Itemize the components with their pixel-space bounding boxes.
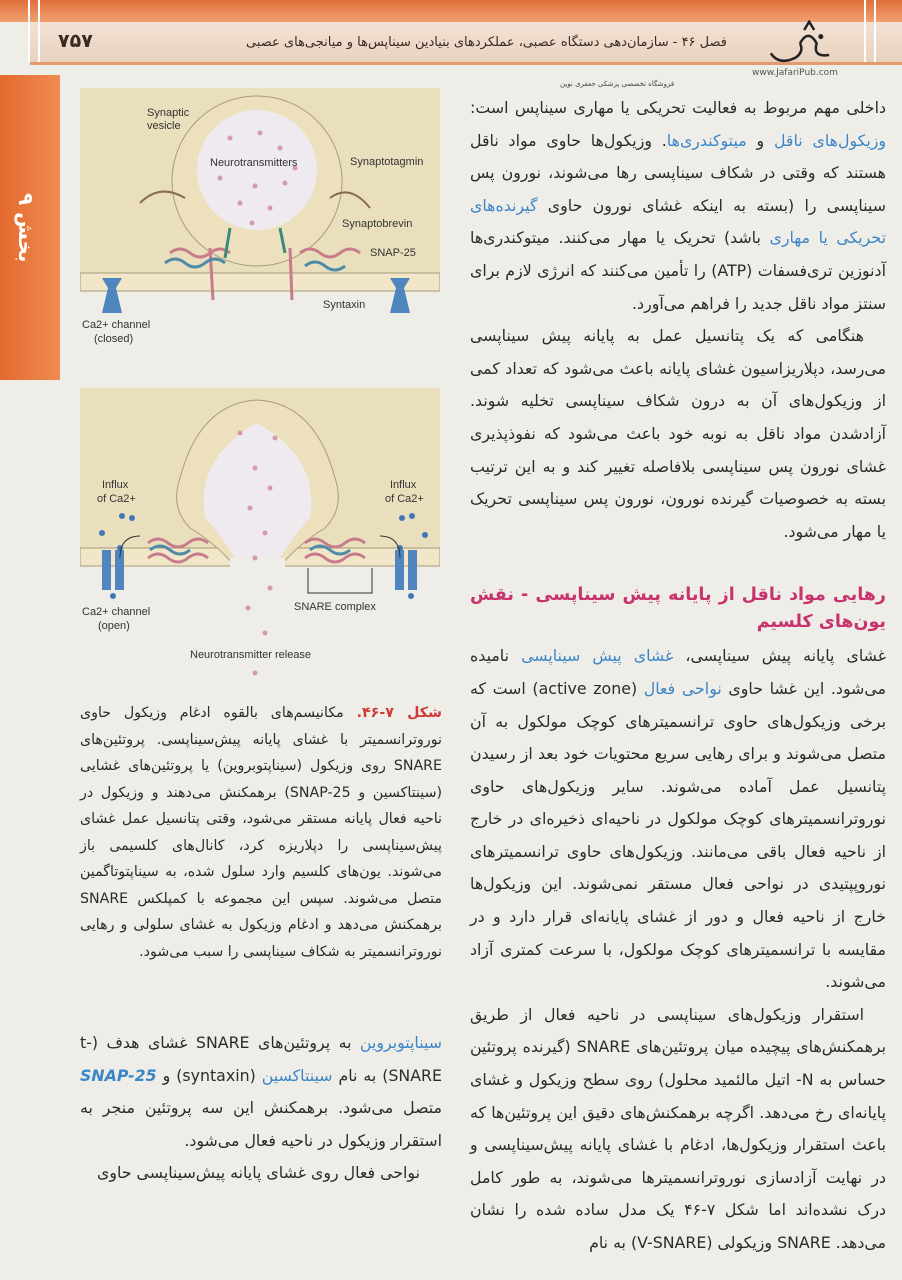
- publisher-logo-icon: [745, 20, 855, 70]
- section-tab: [0, 75, 60, 380]
- label-influx-left: Influx: [102, 479, 129, 491]
- snare-figure: [80, 88, 440, 688]
- label-synaptotagmin: Synaptotagmin: [350, 156, 424, 168]
- label-neurotransmitter-release: Neurotransmitter release: [190, 649, 312, 661]
- paragraph: [80, 1027, 442, 1157]
- text: و: [746, 130, 774, 150]
- term-link: گیرنده‌های تحریکی یا مهاری: [470, 195, 886, 248]
- header-divider: [28, 0, 40, 62]
- page-number: ۷۵۷: [58, 30, 93, 52]
- caption-text: مکانیسم‌های بالقوه ادغام وزیکول حاوی نوروترانسمیتر با غشای پایانه پیش‌سیناپسی. پروتئین‌های SNARE روی وزیکول (سیناپتوبروین) یا پروتئین‌های غشایی (سینتاکسین و SNAP-25) برهمکنش می‌دهند و وزیکول در ناحیه فعال پایانه مستقر می‌شود، وقتی پتانسیل عمل غشای پیش‌سیناپسی را دپلاریزه کرد، کانال‌های کلسیمی باز می‌شوند. یون‌های کلسیم وارد سلول شده، به سیناپتوتاگمین متصل می‌شوند. سپس این مجموعه با کمپلکس SNARE برهمکنش می‌دهد و ادغام وزیکول به غشای سلولی و رهایی نوروترانسمیتر به شکاف سیناپسی را سبب می‌شود.: [80, 705, 442, 960]
- section-heading: رهایی مواد ناقل از پایانه پیش سیناپسی - نقش یون‌های کلسیم: [470, 585, 886, 633]
- term-link: میتوکندری‌ها: [666, 130, 747, 150]
- text: متصل می‌شود. برهمکنش این سه پروتئین منجر به استقرار وزیکول در ناحیه فعال می‌شود.: [80, 1098, 442, 1150]
- text: غشای پایانه پیش سیناپسی،: [673, 646, 886, 666]
- term-link: نواحی فعال: [643, 678, 722, 698]
- label-influx-right-2: of Ca2+: [385, 493, 424, 505]
- chapter-title: فصل ۴۶ - سازمان‌دهی دستگاه عصبی، عملکردهای بنیادین سیناپس‌ها و میانجی‌های عصبی: [246, 35, 727, 50]
- label-channel-open-state: (open): [98, 620, 130, 632]
- text: داخلی مهم مربوط به فعالیت تحریکی یا مهاری سیناپس است:: [470, 98, 886, 117]
- text: نامیده می‌شود. این غشا حاوی: [470, 646, 886, 698]
- label-neurotransmitters: Neurotransmitters: [210, 157, 298, 169]
- label-synaptic-vesicle: Synaptic: [147, 107, 190, 119]
- paragraph: نواحی فعال روی غشای پایانه پیش‌سیناپسی حاوی: [96, 1163, 420, 1183]
- term-link: وزیکول‌های ناقل: [773, 130, 887, 150]
- figure-panel-bottom: [80, 388, 440, 676]
- paragraph: [470, 640, 886, 999]
- label-syntaxin: Syntaxin: [323, 299, 366, 311]
- publisher-store: فروشگاه تخصصی پزشکی جعفری نوین: [560, 80, 675, 88]
- paragraph: استقرار وزیکول‌های سیناپسی در ناحیه فعال از طریق برهمکنش‌های پیچیده میان پروتئین‌های SNARE (گیرنده پروتئین حساس به N- اتیل مالئمید محلول) روی سطح وزیکول و غشای پایانه‌ای رخ می‌دهد. اگرچه برهمکنش‌های دقیق این پروتئین‌ها که باعث استقرار وزیکول‌ها، ادغام با غشای پایانه پیش‌سیناپسی و در نهایت آزادسازی نوروترانسمیترها می‌شوند، به طور کامل درک نشده‌اند اما شکل ۷-۴۶ یک مدل ساده شده را نشان می‌دهد. SNARE وزیکولی (V-SNARE) به نام: [470, 1004, 887, 1252]
- header-band: [0, 0, 902, 22]
- label-influx-right: Influx: [390, 479, 417, 491]
- caption-label: شکل ۷-۴۶.: [356, 705, 442, 721]
- term-link: سینتاکسین: [261, 1065, 333, 1085]
- publisher-url: www.JafariPub.com: [752, 68, 838, 78]
- figure-caption: [80, 700, 442, 965]
- text: (active zone) است که برخی وزیکول‌های حاوی ترانسمیترهای کوچک مولکول به آن متصل می‌شوند و برای رهایی سریع محتویات خود بعد از رسیدن پتانسیل عمل آماده می‌شوند. سایر وزیکول‌های حاوی نوروترانسمیترهای کوچک مولکول در ناحیه‌ای ذخیره‌ای در خارج از ناحیه فعال باقی می‌مانند. وزیکول‌های حاوی ترانسمیترهای نوروپپتیدی در نواحی فعال مستقر نمی‌شوند. این وزیکول‌ها خارج از ناحیه فعال و دور از غشای پایانه‌ای قرار دارد و در مقایسه با ترانسمیترهای کوچک مولکول، با سرعت کمتری آزاد می‌شوند.: [470, 678, 886, 992]
- text: به پروتئین‌های SNARE غشای هدف (t-SNARE) به نام: [80, 1033, 442, 1085]
- label-snare-complex: SNARE complex: [294, 601, 376, 613]
- label-influx-left-2: of Ca2+: [97, 493, 136, 505]
- section-tab-label: بخش ۹: [14, 193, 38, 263]
- text: . وزیکول‌ها حاوی مواد ناقل هستند که وقتی در شکاف سیناپسی رها می‌شوند، نورون پس سیناپسی را (بسته به اینکه غشای نورون حاوی: [470, 130, 886, 215]
- left-column: [80, 700, 442, 1190]
- label-channel-open: Ca2+ channel: [82, 606, 151, 618]
- label-channel-closed-state: (closed): [94, 333, 134, 345]
- term-link: غشای پیش سیناپسی: [521, 646, 674, 666]
- label-snap25: SNAP-25: [370, 247, 416, 259]
- label-synaptic-vesicle-2: vesicle: [147, 120, 181, 132]
- text: باشد) تحریک یا مهار می‌کنند. میتوکندری‌ها آدنوزین تری‌فسفات (ATP) را تأمین می‌کنند که انرژی لازم برای سنتز مواد ناقل جدید را فراهم می‌آورد.: [470, 228, 886, 313]
- figure-panel-top: [80, 88, 440, 345]
- label-channel-closed: Ca2+ channel: [82, 319, 151, 331]
- term-link: سیناپتوبروین: [359, 1033, 442, 1052]
- term-link: SNAP-25: [80, 1065, 157, 1085]
- header-divider: [864, 0, 876, 62]
- right-column: [470, 92, 886, 1260]
- text: (syntaxin) و: [156, 1065, 262, 1085]
- paragraph: هنگامی که یک پتانسیل عمل به پایانه پیش سیناپسی می‌رسد، دپلاریزاسیون غشای پایانه باعث می‌شود که تعداد کمی از وزیکول‌های آن به درون شکاف سیناپسی تخلیه شوند. آزادشدن مواد ناقل به نوبه خود باعث می‌شود که نفوذپذیری غشای نورون پس سیناپسی بلافاصله تغییر کند و به این ترتیب بسته به خصوصیات گیرنده نورون، نورون پس سیناپسی تحریک یا مهار می‌شود.: [470, 326, 886, 541]
- label-synaptobrevin: Synaptobrevin: [342, 218, 413, 230]
- paragraph: [470, 92, 886, 320]
